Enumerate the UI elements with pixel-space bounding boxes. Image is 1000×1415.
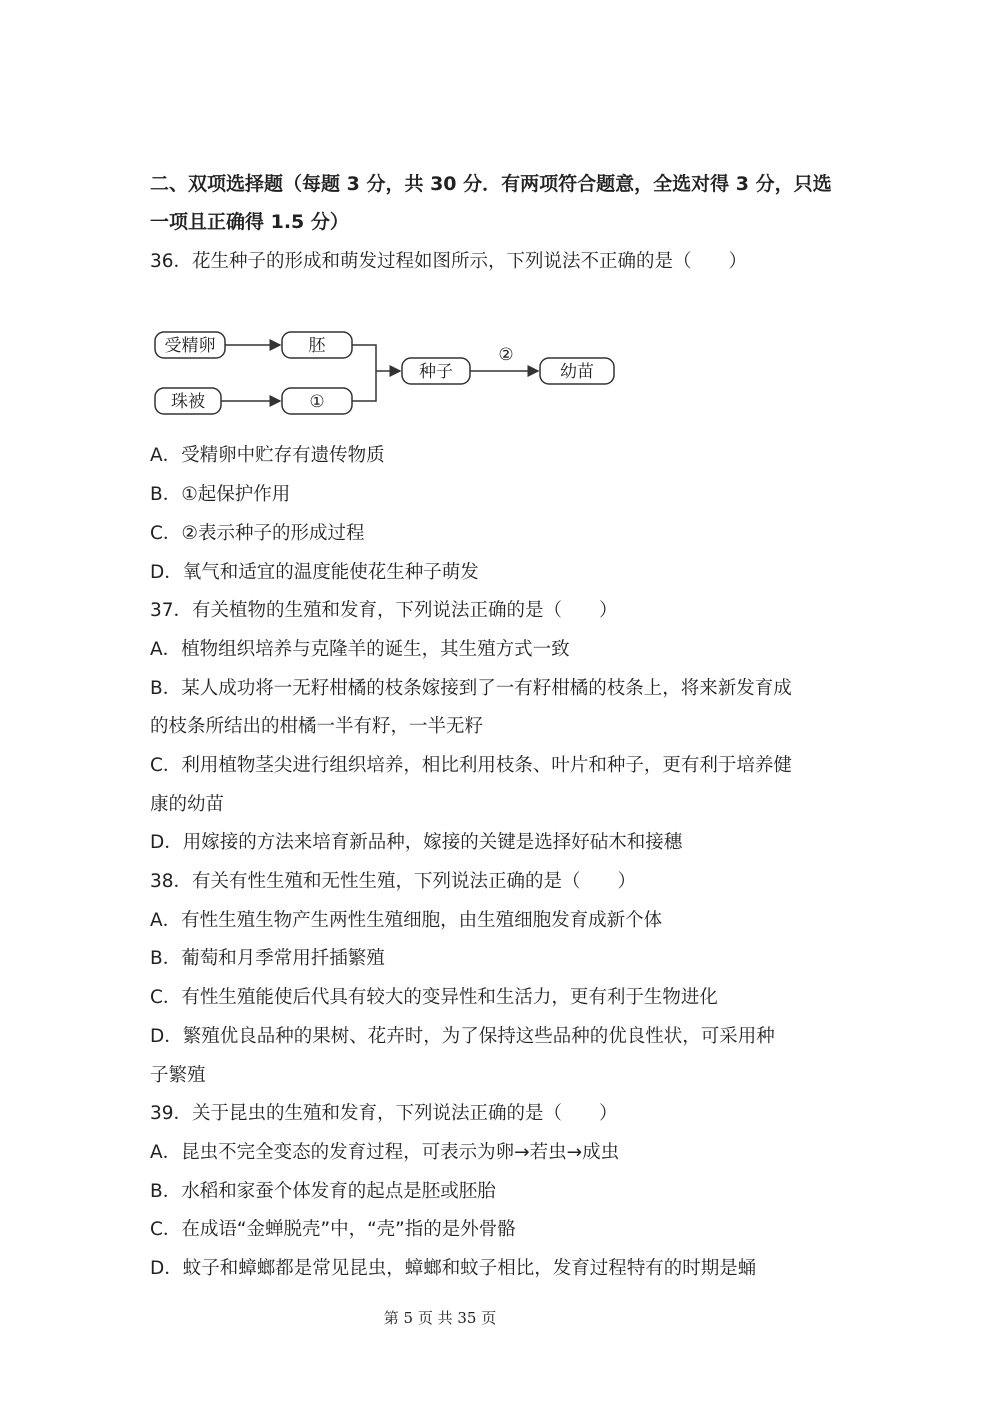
question-36-option-b: B．①起保护作用 — [150, 484, 291, 505]
section-heading-cont: 一项且正确得 1.5 分） — [150, 211, 349, 233]
question-36-stem: 36．花生种子的形成和萌发过程如图所示，下列说法不正确的是（ ） — [150, 251, 748, 272]
question-37-stem: 37．有关植物的生殖和发育，下列说法正确的是（ ） — [150, 600, 618, 621]
text-label-1: ① — [309, 392, 325, 412]
question-38-option-c: C．有性生殖能使后代具有较大的变异性和生活力，更有利于生物进化 — [150, 987, 718, 1008]
bracket-connector — [352, 345, 376, 401]
question-38-stem: 38．有关有性生殖和无性生殖，下列说法正确的是（ ） — [150, 871, 637, 892]
question-39-option-a: A．昆虫不完全变态的发育过程，可表示为卵→若虫→成虫 — [150, 1142, 620, 1163]
question-38-option-d-cont: 子繁殖 — [150, 1065, 206, 1086]
question-37-option-a: A．植物组织培养与克隆羊的诞生，其生殖方式一致 — [150, 639, 570, 660]
question-37-option-b: B．某人成功将一无籽柑橘的枝条嫁接到了一有籽柑橘的枝条上，将来新发育成 — [150, 678, 792, 699]
question-38-option-b: B．葡萄和月季常用扦插繁殖 — [150, 948, 385, 969]
question-38-option-d: D．繁殖优良品种的果树、花卉时，为了保持这些品种的优良性状，可采用种 — [150, 1026, 775, 1047]
text-label-2: ② — [498, 345, 514, 365]
question-36-option-d: D．氧气和适宜的温度能使花生种子萌发 — [150, 562, 479, 583]
text-integument: 珠被 — [171, 392, 205, 412]
question-38-option-a: A．有性生殖生物产生两性生殖细胞，由生殖细胞发育成新个体 — [150, 910, 663, 931]
text-fertilized-egg: 受精卵 — [164, 336, 216, 356]
text-seedling: 幼苗 — [560, 362, 594, 382]
question-37-option-b-cont: 的枝条所结出的柑橘一半有籽，一半无籽 — [150, 716, 484, 737]
question-39-option-d: D．蚊子和蟑螂都是常见昆虫，蟑螂和蚊子相比，发育过程特有的时期是蛹 — [150, 1258, 757, 1279]
question-39-stem: 39．关于昆虫的生殖和发育，下列说法正确的是（ ） — [150, 1103, 618, 1124]
section-heading: 二、双项选择题（每题 3 分，共 30 分．有两项符合题意，全选对得 3 分，只选 — [150, 173, 832, 195]
seed-formation-diagram — [150, 322, 620, 422]
text-seed: 种子 — [419, 362, 453, 382]
question-36-option-c: C．②表示种子的形成过程 — [150, 523, 365, 544]
page-number: 第 5 页 共 35 页 — [383, 1309, 497, 1327]
question-39-option-b: B．水稻和家蚕个体发育的起点是胚或胚胎 — [150, 1181, 496, 1202]
question-37-option-d: D．用嫁接的方法来培育新品种，嫁接的关键是选择好砧木和接穗 — [150, 832, 683, 853]
question-37-option-c-cont: 康的幼苗 — [150, 794, 225, 815]
question-37-option-c: C．利用植物茎尖进行组织培养，相比利用枝条、叶片和种子，更有利于培养健 — [150, 755, 792, 776]
question-36-option-a: A．受精卵中贮存有遗传物质 — [150, 445, 385, 466]
question-39-option-c: C．在成语“金蝉脱壳”中，“壳”指的是外骨骼 — [150, 1219, 516, 1240]
text-embryo: 胚 — [308, 336, 326, 356]
